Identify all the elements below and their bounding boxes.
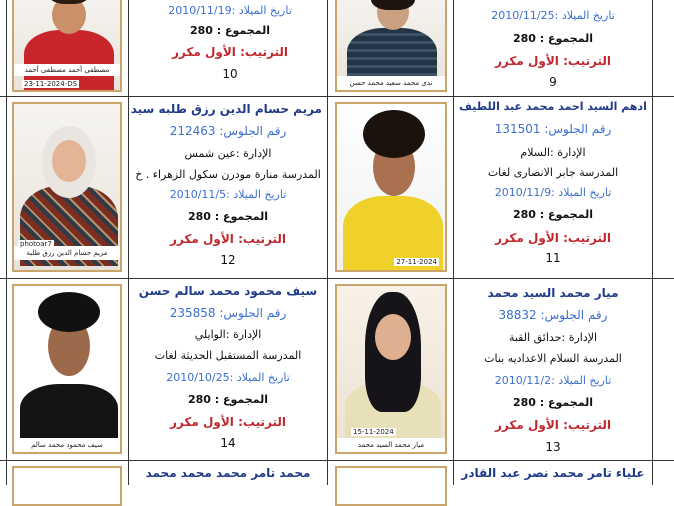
admin-district: الإدارة :عين شمس [184, 147, 272, 160]
grid-line [652, 0, 653, 485]
seat-number: رقم الجلوس: 38832 [498, 308, 608, 322]
grid-line [6, 0, 7, 485]
student-name: محمد تامر محمد محمد محمد [145, 466, 311, 480]
student-photo [12, 466, 122, 506]
rank: الترتيب: الأول مكرر [495, 418, 611, 432]
birth-date: تاريخ الميلاد :2010/11/9 [494, 186, 612, 199]
school-name: المدرسة منارة مودرن سكول الزهراء . خ [135, 168, 321, 181]
grid-line [128, 0, 129, 485]
total-score: المجموع : 280 [512, 32, 594, 45]
photo-date: 27-11-2024 [396, 258, 437, 266]
birth-date: تاريخ الميلاد :2010/11/2 [494, 374, 612, 387]
photo-caption: مريم حسام الدين رزق طلبة [14, 246, 120, 260]
card-number: 9 [549, 75, 557, 89]
student-name: ميار محمد السيد محمد [487, 286, 619, 300]
photo-date: photoar7 [20, 240, 52, 248]
seat-number: رقم الجلوس: 212463 [169, 124, 287, 138]
seat-number: رقم الجلوس: 131501 [494, 122, 612, 136]
student-photo [335, 284, 447, 454]
admin-district: الإدارة :حدائق القبة [508, 331, 598, 344]
rank: الترتيب: الأول مكرر [170, 232, 286, 246]
birth-date: تاريخ الميلاد :2010/11/5 [169, 188, 287, 201]
rank: الترتيب: الأول مكرر [170, 415, 286, 429]
student-name: سيف محمود محمد سالم حسن [138, 284, 318, 298]
total-score: المجموع : 280 [189, 24, 271, 37]
student-photo [12, 0, 122, 92]
student-photo [335, 466, 447, 506]
photo-caption: ندى محمد سعيد محمد حسن [337, 76, 445, 90]
grid-line [0, 278, 674, 279]
school-name: المدرسة المستقبل الحديثة لغات [154, 349, 302, 362]
rank: الترتيب: الأول مكرر [495, 231, 611, 245]
grid-line [327, 0, 328, 485]
birth-date: تاريخ الميلاد :2010/10/25 [166, 371, 290, 384]
admin-district: الإدارة :الوايلي [194, 328, 262, 341]
card-number: 11 [545, 251, 561, 265]
photo-date: 23-11-2024-DS [24, 80, 78, 88]
student-name: مريم حسام الدين رزق طلبه سيد [130, 102, 322, 116]
card-number: 14 [220, 436, 236, 450]
photo-date: 15-11-2024 [353, 428, 394, 436]
grid-line [453, 0, 454, 485]
grid-line [0, 96, 674, 97]
student-name: ادهم السيد احمد محمد عبد اللطيف [459, 100, 647, 113]
seat-number: رقم الجلوس: 235858 [169, 306, 287, 320]
photo-caption: ميار محمد السيد محمد [337, 438, 445, 452]
student-photo [12, 102, 122, 272]
school-name: المدرسة السلام الاعداديه بنات [484, 352, 622, 365]
total-score: المجموع : 280 [187, 393, 269, 406]
total-score: المجموع : 280 [187, 210, 269, 223]
rank: الترتيب: الأول مكرر [172, 45, 288, 59]
grid-line [0, 460, 674, 461]
card-number: 13 [545, 440, 561, 454]
rank: الترتيب: الأول مكرر [495, 54, 611, 68]
student-photo [12, 284, 122, 454]
photo-caption: مصطفى أحمد مصطفى أحمد [14, 64, 120, 76]
admin-district: الإدارة :السلام [520, 146, 586, 159]
student-photo [335, 0, 447, 92]
student-photo [335, 102, 447, 272]
total-score: المجموع : 280 [512, 396, 594, 409]
birth-date: تاريخ الميلاد :2010/11/25 [491, 9, 615, 22]
birth-date: تاريخ الميلاد :2010/11/19 [168, 4, 292, 17]
total-score: المجموع : 280 [512, 208, 594, 221]
card-number: 12 [220, 253, 236, 267]
card-number: 10 [222, 67, 238, 81]
school-name: المدرسة جابر الانصارى لغات [487, 166, 619, 179]
student-name: علياء تامر محمد نصر عبد القادر [461, 466, 645, 480]
photo-caption: سيف محمود محمد سالم [14, 438, 120, 452]
